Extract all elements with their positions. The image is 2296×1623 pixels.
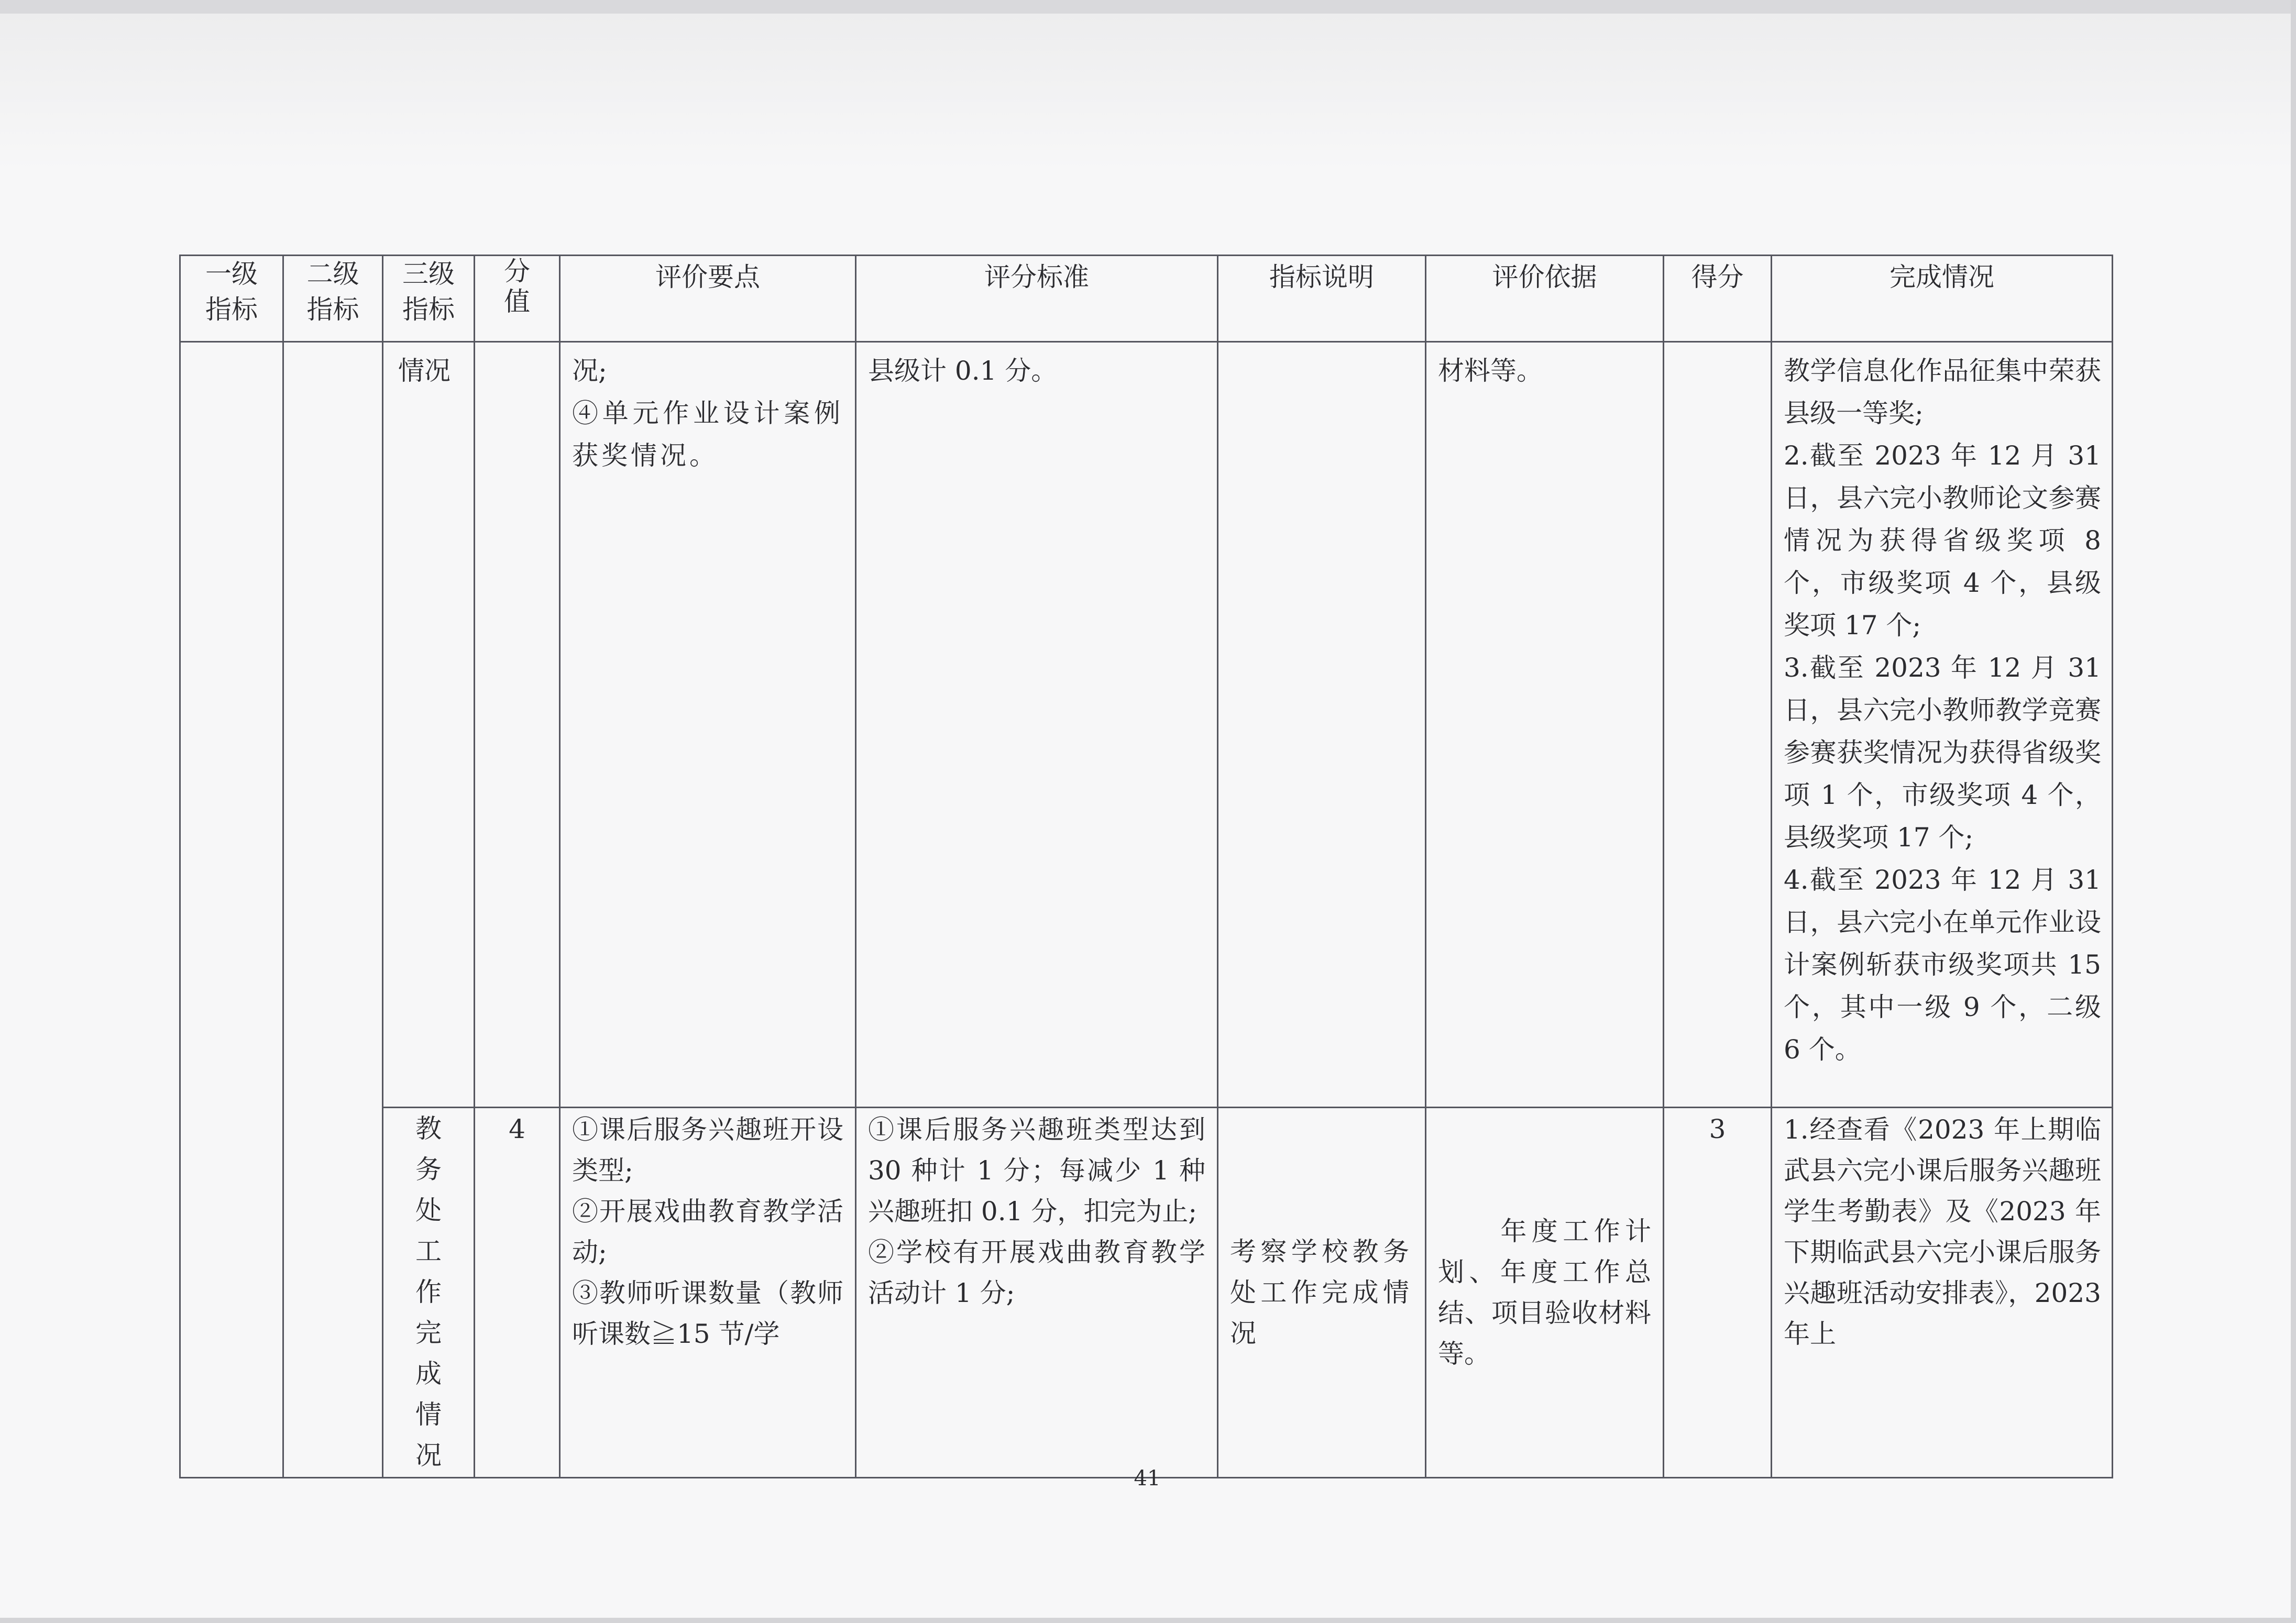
header-text: 指标 (306, 294, 359, 325)
header-scoring-standard: 评分标准 (856, 256, 1218, 342)
table-header-row (180, 256, 2113, 342)
header-level3-indicator (383, 256, 475, 342)
header-description: 指标说明 (1218, 256, 1426, 342)
cell-text: 3.截至 2023 年 12 月 31 日，县六完小教师教学竞赛参赛获奖情况为获得省级奖项 1 个，市级奖项 4 个，县级奖项 17 个; (1784, 653, 2101, 853)
score-value-cell: 4 (475, 1108, 560, 1478)
cell-text: 县级计 0.1 分。 (868, 356, 1058, 386)
score-value-cell (475, 342, 560, 1108)
cell-text: 1.经查看《2023 年上期临武县六完小课后服务兴趣班学生考勤表》及《2023 年下期临武县六完小课后服务兴趣班活动安排表》，2023 年上 (1784, 1114, 2101, 1349)
description-cell (1218, 1108, 1426, 1478)
header-text: 值 (504, 286, 530, 317)
cell-text: ②学校有开展戏曲教育教学活动计 1 分; (868, 1237, 1205, 1308)
cell-text: 材料等。 (1438, 356, 1543, 386)
cell-text: 教学信息化作品征集中荣获县级一等奖; (1784, 356, 2101, 428)
score-cell (1664, 342, 1772, 1108)
cell-text: ①课后服务兴趣班类型达到 30 种计 1 分；每减少 1 种兴趣班扣 0.1 分，扣完为止; (868, 1114, 1205, 1227)
header-level2-indicator (283, 256, 383, 342)
description-cell (1218, 342, 1426, 1108)
cell-text: 4.截至 2023 年 12 月 31 日，县六完小在单元作业设计案例斩获市级奖项共 15 个，其中一级 9 个，二级 6 个。 (1784, 865, 2101, 1065)
cell-text: ③教师听课数量（教师听课数≧15 节/学 (572, 1278, 843, 1349)
cell-text: 年度工作计划、年度工作总结、项目验收材料等。 (1438, 1216, 1651, 1369)
header-text: 二级 (306, 259, 359, 289)
scan-edge-top (0, 0, 2296, 14)
page-number: 41 (1134, 1466, 1161, 1490)
scoring-standard-cell (856, 342, 1218, 1108)
cell-text: ①课后服务兴趣班开设类型; (572, 1114, 843, 1186)
header-level1-indicator (180, 256, 283, 342)
level3-indicator-cell (383, 1108, 475, 1478)
completion-cell (1772, 342, 2113, 1108)
table-row (180, 342, 2113, 1108)
scan-edge-right (2291, 0, 2296, 1623)
header-text: 一级 (205, 259, 258, 289)
evaluation-table (179, 255, 2113, 1478)
header-text: 三级 (402, 259, 455, 289)
level2-indicator-cell (283, 342, 383, 1478)
cell-text: 2.截至 2023 年 12 月 31 日，县六完小教师论文参赛情况为获得省级奖项 8 个，市级奖项 4 个，县级奖项 17 个; (1784, 440, 2101, 641)
key-points-cell (560, 342, 856, 1108)
level3-indicator-cell (383, 342, 475, 1108)
basis-cell (1426, 1108, 1664, 1478)
header-score: 得分 (1664, 256, 1772, 342)
cell-text: 教务处工作完成情况 (415, 1113, 442, 1471)
completion-cell (1772, 1108, 2113, 1478)
cell-text: ④单元作业设计案例获奖情况。 (572, 398, 843, 471)
scan-edge-bottom (0, 1618, 2296, 1623)
cell-text: ②开展戏曲教育教学活动; (572, 1196, 843, 1267)
header-basis: 评价依据 (1426, 256, 1664, 342)
scan-shadow-band (0, 14, 2296, 171)
header-text: 分 (504, 256, 530, 286)
level1-indicator-cell (180, 342, 283, 1478)
header-key-points: 评价要点 (560, 256, 856, 342)
cell-text: 情况 (398, 356, 451, 386)
cell-text: 考察学校教务处工作完成情况 (1230, 1236, 1413, 1349)
basis-cell (1426, 342, 1664, 1108)
header-text: 指标 (205, 294, 258, 325)
scoring-standard-cell (856, 1108, 1218, 1478)
table-row (180, 1108, 2113, 1478)
key-points-cell (560, 1108, 856, 1478)
header-completion: 完成情况 (1772, 256, 2113, 342)
cell-text: 况; (572, 356, 607, 386)
score-cell: 3 (1664, 1108, 1772, 1478)
header-score-value (475, 256, 560, 342)
header-text: 指标 (402, 294, 455, 325)
